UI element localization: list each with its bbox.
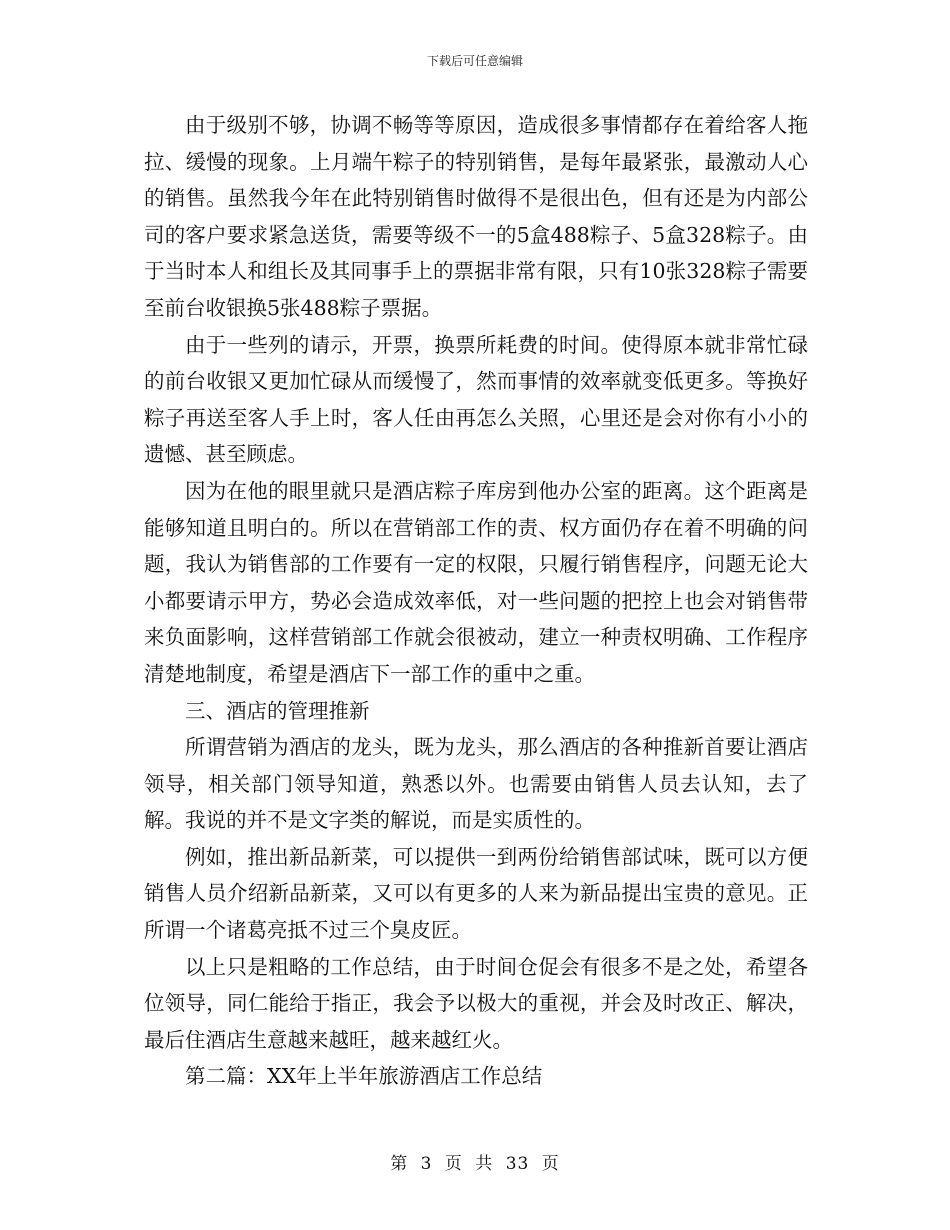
paragraph-3: 因为在他的眼里就只是酒店粽子库房到他办公室的距离。这个距离是能够知道且明白的。所以在营销部工作的责、权方面仍存在着不明确的问题，我认为销售部的工作要有一定的权限，只履行销售程序，问题无论大小都要请示甲方，势必会造成效率低，对一些问题的把控上也会对销售带来负面影响，这样营销部工作就会很被动，建立一种责权明确、工作程序清楚地制度，希望是酒店下一部工作的重中之重。 bbox=[144, 478, 808, 686]
page-header: 下载后可任意编辑 bbox=[426, 54, 523, 68]
paragraph-2: 由于一些列的请示，开票，换票所耗费的时间。使得原本就非常忙碌的前台收银又更加忙碌从而缓慢了，然而事情的效率就变低更多。等换好粽子再送至客人手上时，客人任由再怎么关照，心里还是会对你有小小的遗憾、甚至顾虑。 bbox=[144, 332, 808, 467]
document-body bbox=[144, 107, 808, 1095]
paragraph-4: 所谓营销为酒店的龙头，既为龙头，那么酒店的各种推新首要让酒店领导，相关部门领导知道，熟悉以外。也需要由销售人员去认知，去了解。我说的并不是文字类的解说，而是实质性的。 bbox=[144, 735, 808, 833]
paragraph-6: 以上只是粗略的工作总结，由于时间仓促会有很多不是之处，希望各位领导，同仁能给于指正，我会予以极大的重视，并会及时改正、解决，最后住酒店生意越来越旺，越来越红火。 bbox=[144, 954, 808, 1052]
section-heading-management: 三、酒店的管理推新 bbox=[185, 698, 370, 723]
paragraph-1: 由于级别不够，协调不畅等等原因，造成很多事情都存在着给客人拖拉、缓慢的现象。上月端午粽子的特别销售，是每年最紧张，最激动人心的销售。虽然我今年在此特别销售时做得不是很出色，但有还是为内部公司的客户要求紧急送货，需要等级不一的5盒488粽子、5盒328粽子。由于当时本人和组长及其同事手上的票据非常有限，只有10张328粽子需要至前台收银换5张488粽子票据。 bbox=[144, 113, 808, 320]
section-heading-second-article: 第二篇：XX年上半年旅游酒店工作总结 bbox=[185, 1064, 543, 1089]
paragraph-5: 例如，推出新品新菜，可以提供一到两份给销售部试味，既可以方便销售人员介绍新品新菜，又可以有更多的人来为新品提出宝贵的意见。正所谓一个诸葛亮抵不过三个臭皮匠。 bbox=[144, 844, 808, 943]
page-footer-page-number: 第 3 页 共 33 页 bbox=[390, 1154, 560, 1174]
